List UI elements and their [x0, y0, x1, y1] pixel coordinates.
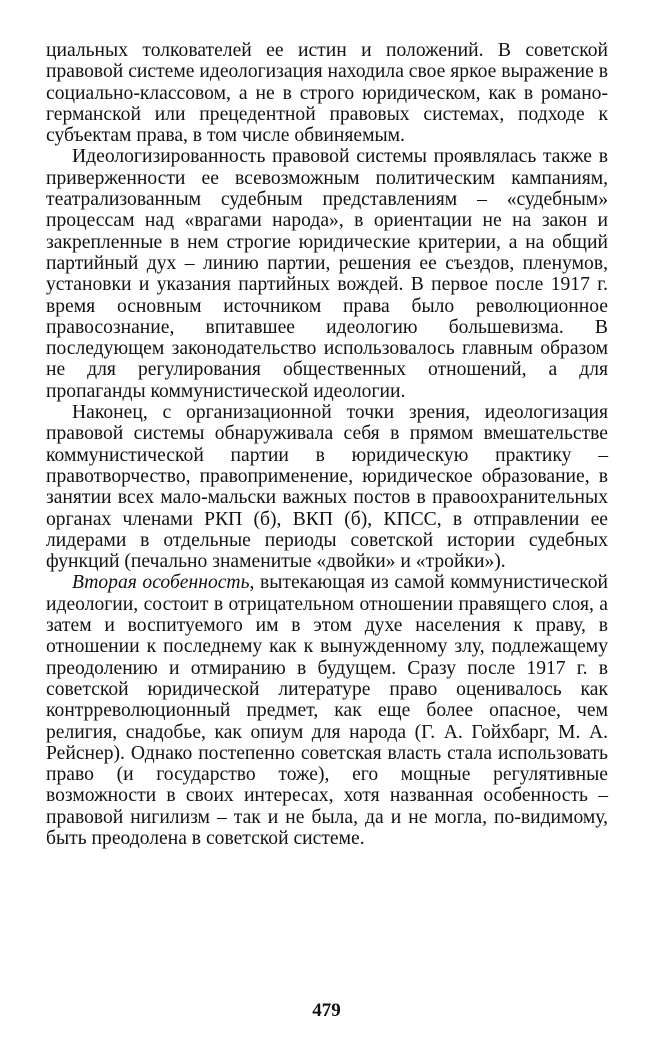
- paragraph-second-feature: [46, 572, 608, 849]
- paragraph-ideologization: Идеологизированность правовой системы проявлялась также в приверженности ее всевозможным политическим кампаниям, театрализованным судебным представлениям – «судебным» процессам над «врагами народа», в ориентации не на закон и закрепленные в нем строгие юридические критерии, а на общий партийный дух – линию партии, решения ее съездов, пленумов, установки и указания партийных вождей. В первое после 1917 г. время основным источником права было революционное правосознание, впитавшее идеологию большевизма. В последующем законодательство использовалось главным образом не для регулирования общественных отношений, а для пропаганды коммунистической идеологии.: [46, 146, 608, 402]
- paragraph-continuation: циальных толкователей ее истин и положений. В советской правовой системе идеологизация находила свое яркое выражение в социально-классовом, а не в строго юридическом, как в романо-германской или прецедентной правовых системах, подходе к субъектам права, в том числе обвиняемым.: [46, 40, 608, 147]
- paragraph-second-feature-text: , вытекающая из самой коммунистической идеологии, состоит в отрицательном отношении правящего слоя, а затем и воспитуемого им в этом духе населения к праву, в отношении к последнему как к вынужденному злу, подлежащему преодолению и отмиранию в будущем. Сразу после 1917 г. в советской юридической литературе право оценивалось как контрреволюционный предмет, как еще более опасное, чем религия, снадобье, как опиум для народа (Г. А. Гойхбарг, М. А. Рейснер). Однако постепенно советская власть стала использовать право (и государство тоже), его мощные регулятивные возможности в своих интересах, хотя названная особенность – правовой нигилизм – так и не была, да и не могла, по-видимому, быть преодолена в советской системе.: [46, 572, 608, 849]
- page-number: 479: [312, 1000, 341, 1021]
- italic-lead-phrase: Вторая особенность: [72, 572, 250, 594]
- paragraph-organizational: Наконец, с организационной точки зрения, идеологизация правовой системы обнаруживала себя в прямом вмешательстве коммунистической партии в юридическую практику – правотворчество, правоприменение, юридическое образование, в занятии всех мало-мальски важных постов в правоохранительных органах членами РКП (б), ВКП (б), КПСС, в отправлении ее лидерами в отдельные периоды советской истории судебных функций (печально знаменитые «двойки» и «тройки»).: [46, 402, 608, 573]
- page-body: [46, 40, 608, 849]
